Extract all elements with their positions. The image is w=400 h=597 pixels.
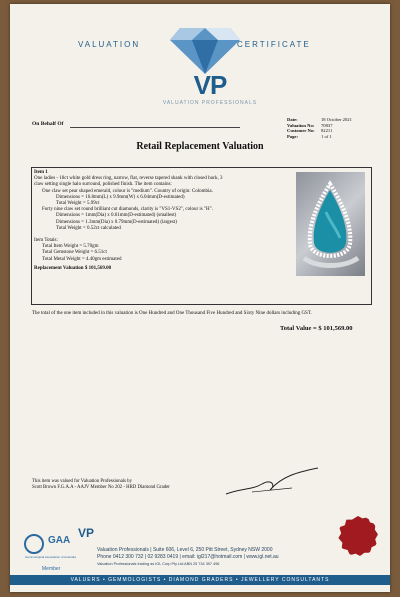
member-label: Member [42, 566, 61, 572]
stone-weight: Total Weight = 5.99ct [56, 201, 100, 207]
logo-letters: VP [193, 70, 227, 100]
item-description: claw setting single halo surround, polished finish. The item contains: [34, 182, 172, 188]
stone-dimension: Dimensions = 1.3mm(Dia) x 0.79mm(D-estimated) (largest) [56, 219, 177, 225]
wax-seal-icon [338, 516, 378, 556]
header-left-label: VALUATION [78, 40, 141, 49]
footer-line: Valuation Professionals | Suite 606, Level 6, 250 Pitt Street, Sydney NSW 2000 [97, 547, 273, 553]
total-value: Total Value = $ 101,569.00 [280, 325, 353, 332]
on-behalf-line [70, 127, 240, 128]
on-behalf-label: On Behalf Of [32, 121, 64, 127]
summary-text: The total of the one item included in this valuation is One Hundred and One Thousand Five Hundred and Sixty Nine dollars including GST. [32, 311, 312, 316]
stone-dimension: Dimensions = 16.8mm(L) x 9.9mm(W) x 6.04mm(D-estimated) [56, 194, 185, 200]
stone-weight: Total Weight = 0.52ct calculated [56, 225, 121, 231]
meta-block [287, 117, 352, 139]
item-details [34, 170, 282, 272]
stone-dimension: Dimensions = 1mm(Dia) x 0.61mm(D-estimated) (smallest) [56, 213, 177, 219]
header-right-label: CERTIFICATE [237, 40, 311, 49]
total-line: Total Gemstone Weight = 6.51ct [42, 250, 107, 256]
stone-line: One claw set pear shaped emerald, colour is "medium". Country of origin: Colombia. [42, 188, 213, 194]
footer-line: Phone 0412 300 732 | 02 9283 0419 | email: igl217@hotmail.com | www.igl.net.au [97, 554, 279, 560]
vp-footer-logo: VP [78, 526, 95, 540]
item-heading: Item 1 [34, 170, 48, 175]
footer-line: Valuation Professionals trading as IGL Corp Pty Ltd ABN 25 734 397 496 [97, 562, 220, 566]
valued-by [32, 479, 170, 491]
gaa-logo: GAA [48, 535, 71, 546]
replacement-valuation: Replacement Valuation $ 101,569.00 [34, 265, 112, 271]
meta-row: Page: 1 of 1 [287, 133, 332, 139]
meta-row: Date: 18 October 2021 [287, 117, 352, 122]
logo-subtitle: VALUATION PROFESSIONALS [162, 100, 258, 106]
total-line: Total Metal Weight = 4.40gm estimated [42, 256, 122, 262]
footer-contact [97, 547, 279, 568]
ring-photo [296, 172, 365, 276]
services-bar: VALUERS • GEMMOLOGISTS • DIAMOND GRADERS • JEWELLERY CONSULTANTS [10, 575, 390, 585]
meta-row: Valuation No: 70837 [287, 122, 333, 128]
signature [222, 466, 322, 498]
diamond-logo-icon [170, 28, 240, 74]
valued-by-line: Scott Brown F.G.A.A - AAJV Member No 202 - HRD Diamond Grader [32, 485, 170, 490]
stone-line: Forty nine claw set round brilliant cut diamonds, clarity is "VS1-VS2", colour is "H". [42, 207, 213, 213]
total-line: Total Item Weight = 5.70gm [42, 244, 99, 250]
emerald-ring-image [296, 172, 365, 276]
valuation-certificate [10, 4, 390, 592]
document-title: Retail Replacement Valuation [136, 141, 264, 152]
gaa-subtitle: Gemmological Association of Australia [25, 555, 76, 559]
valued-by-line: This item was valued for Valuation Professionals by [32, 479, 132, 484]
item-description: One ladies - 18ct white gold dress ring, narrow, flat, reverse tapered shank with closed back, 3 [34, 176, 223, 182]
totals-heading: Item Totals: [34, 238, 58, 244]
gaa-emblem-icon [24, 534, 44, 554]
meta-row: Customer No: 82211 [287, 128, 333, 133]
